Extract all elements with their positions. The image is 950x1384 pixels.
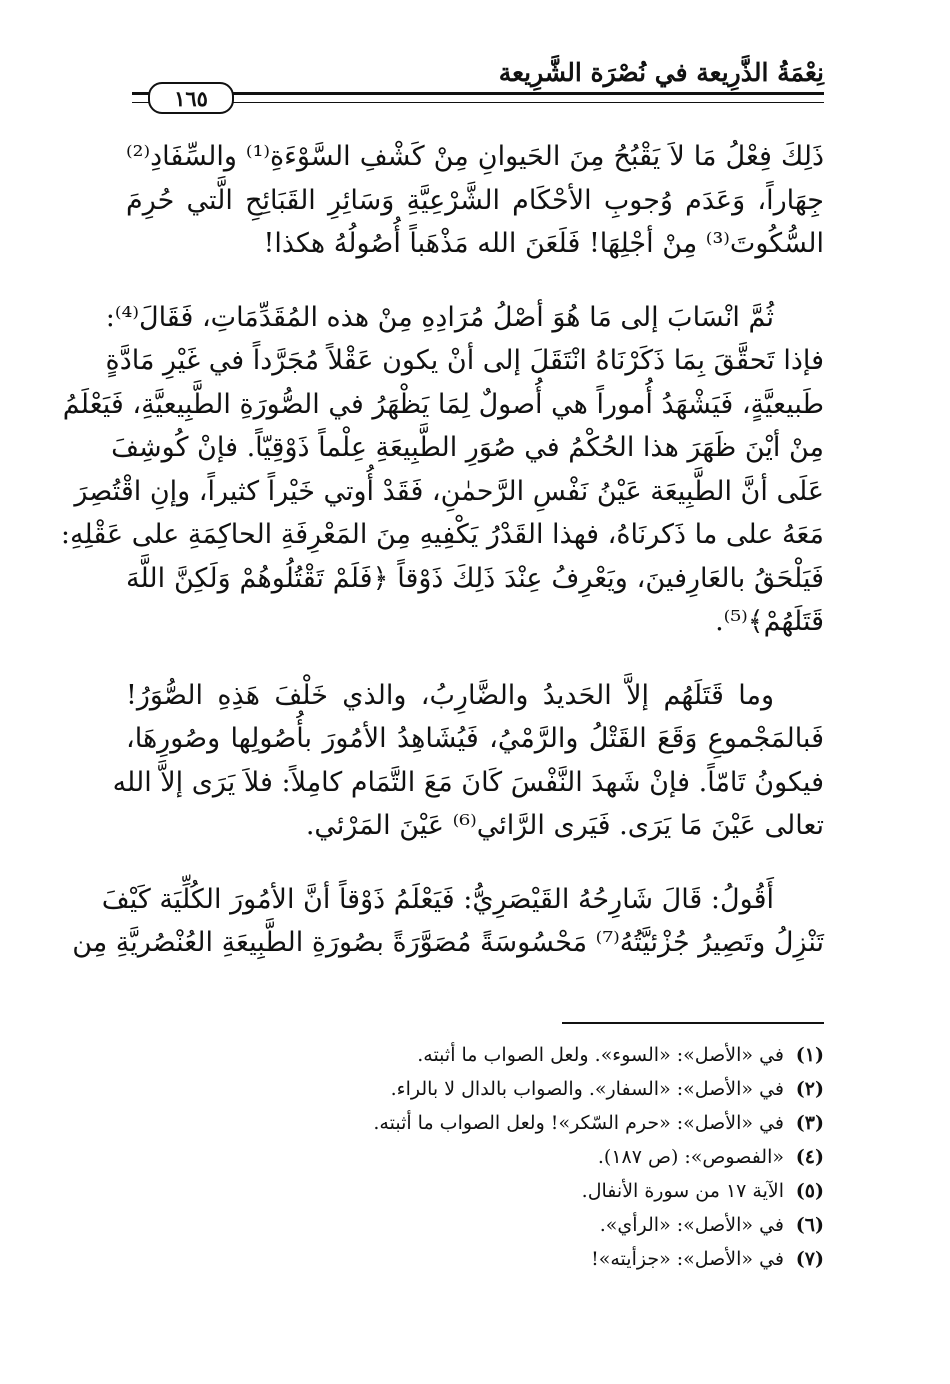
text-line: فيكونُ تَامّاً. فإنْ شَهدَ النَّفْسَ كَانَ مَعَ التَّمَام كامِلاً: فلاَ يَرَى إلاَّ الله xyxy=(112,766,824,798)
text-line: قَتَلَهُمْ﴾⁽⁵⁾. xyxy=(715,606,824,637)
footnote-number: (٤) xyxy=(795,1146,824,1168)
footnote xyxy=(126,1106,824,1140)
paragraph-1 xyxy=(126,135,824,266)
main-text xyxy=(60,135,825,965)
paragraph-3 xyxy=(112,674,824,848)
text-line: مَعَهُ على ما ذَكرنَاهُ، فهذا القَدْرُ يَكْفِيهِ مِنَ المَعْرِفَةِ الحاكِمَةِ على عَقْلِهِ: xyxy=(60,519,824,550)
footnotes xyxy=(126,1038,824,1276)
header-rule xyxy=(132,92,824,103)
footnote-text: في «الأصل»: «الرأي». xyxy=(599,1214,784,1236)
text-line: تَنْزِلُ وتَصِيرُ جُزْئيَّتُهُ⁽⁷⁾ مَحْسُوسَةً مُصَوَّرَةً بصُورَةِ الطَّبِيعَةِ العُنْصُريَّةِ مِن xyxy=(72,927,824,958)
page-number-badge xyxy=(148,82,234,114)
footnote-number: (١) xyxy=(795,1044,824,1066)
footnote-number: (٥) xyxy=(795,1180,824,1202)
footnote-text: في «الأصل»: «السفار». والصواب بالدال لا بالراء. xyxy=(390,1078,784,1100)
footnote-separator xyxy=(562,1022,824,1024)
footnote-number: (٦) xyxy=(795,1214,824,1236)
text-line: فَبالمَجْموعِ وَقَعَ القَتْلُ والرَّمْيُ، فَيُشَاهِدُ الأمُورَ بأُصُولِها وصُورِهَا، xyxy=(126,723,824,754)
footnote xyxy=(126,1140,824,1174)
text-line: فإذا تَحقَّقَ بِمَا ذَكَرْنَاهُ انْتَقَلَ إلى أنْ يكون عَقْلاً مُجَرَّداً في غَيْرِ مَادَّةٍ xyxy=(105,345,824,376)
text-line: ثُمَّ انْسَابَ إلى مَا هُوَ أصْلُ مُرَادِهِ مِنْ هذه المُقَدِّمَاتِ، فَقَالَ⁽⁴⁾: xyxy=(105,301,774,333)
paragraph-2 xyxy=(60,296,824,644)
footnote-number: (٢) xyxy=(795,1078,824,1100)
text-line: جِهَاراً، وَعَدَم وُجوبِ الأحْكَام الشَّرْعِيَّةِ وَسَائِرِ القَبَائِحِ الَّتي حُرِمَ xyxy=(126,184,824,216)
text-line: أَقُولُ: قَالَ شَارِحُهُ القَيْصَرِيُّ: فَيَعْلَمُ ذَوْقاً أنَّ الأمُورَ الكُلِّيَة كَيْفَ xyxy=(101,883,774,915)
text-line: طَبيعيَّةٍ، فَيَشْهَدُ أُموراً هي أُصولٌ لِمَا يَظْهَرُ في الصُّورَةِ الطَّبِيعيَّةِ، فَيَعْلَمُ xyxy=(62,388,824,420)
footnote xyxy=(126,1242,824,1276)
running-header-title: نِعْمَةُ الذَّرِيعة في نُصْرَة الشَّرِيعة xyxy=(498,58,824,87)
paragraph-4 xyxy=(72,878,824,965)
text-line: عَلَى أنَّ الطَّبِيعَة عَيْنُ نَفْسِ الرَّحمٰنِ، فَقَدْ أُوتي خَيْراً كثيراً، وإنِ اقْتُصِرَ xyxy=(74,475,824,507)
text-line: السُّكُوتَ⁽³⁾ مِنْ أجْلِهَا! فَلَعَنَ الله مَذْهَباً أُصُولُهُ هكذا! xyxy=(263,228,824,259)
footnote-text: في «الأصل»: «السوء». ولعل الصواب ما أثبته. xyxy=(417,1044,784,1066)
text-line: مِنْ أيْنَ ظَهَرَ هذا الحُكْمُ في صُوَرِ الطَّبِيعَةِ عِلْماً ذَوْقِيّاً. فإنْ كُوشِفَ xyxy=(111,432,824,463)
footnote-text: «الفصوص»: (ص ١٨٧). xyxy=(597,1146,784,1168)
footnote-text: الآية ١٧ من سورة الأنفال. xyxy=(581,1180,784,1202)
footnote-text: في «الأصل»: «جزأيته»! xyxy=(591,1248,784,1270)
footnote-number: (٧) xyxy=(795,1248,824,1270)
page-number: ١٦٥ xyxy=(174,85,208,111)
footnote-text: في «الأصل»: «حرم السّكر»! ولعل الصواب ما أثبته. xyxy=(373,1112,784,1134)
text-line: وما قَتَلَهُم إلاَّ الحَديدُ والضَّارِبُ، والذي خَلْفَ هَذِهِ الصُّوَرُ! xyxy=(126,679,774,711)
footnote xyxy=(126,1038,824,1072)
footnote-number: (٣) xyxy=(795,1112,824,1134)
footnote xyxy=(126,1208,824,1242)
text-line: ذَلِكَ فِعْلُ مَا لاَ يَقْبُحُ مِنَ الحَيوانِ مِنْ كَشْفِ السَّوْءَةِ⁽¹⁾ والسِّفَادِ⁽²⁾ xyxy=(126,141,825,172)
text-line: فَيَلْحَقُ بالعَارِفينَ، ويَعْرِفُ عِنْدَ ذَلِكَ ذَوْقاً ﴿فَلَمْ تَقْتُلُوهُمْ وَلَكِنَّ اللَّهَ xyxy=(126,562,824,594)
footnote xyxy=(126,1072,824,1106)
text-line: تعالى عَيْنَ مَا يَرَى. فَيَرى الرَّائي⁽⁶⁾ عَيْنَ المَرْئي. xyxy=(305,810,824,841)
footnote xyxy=(126,1174,824,1208)
